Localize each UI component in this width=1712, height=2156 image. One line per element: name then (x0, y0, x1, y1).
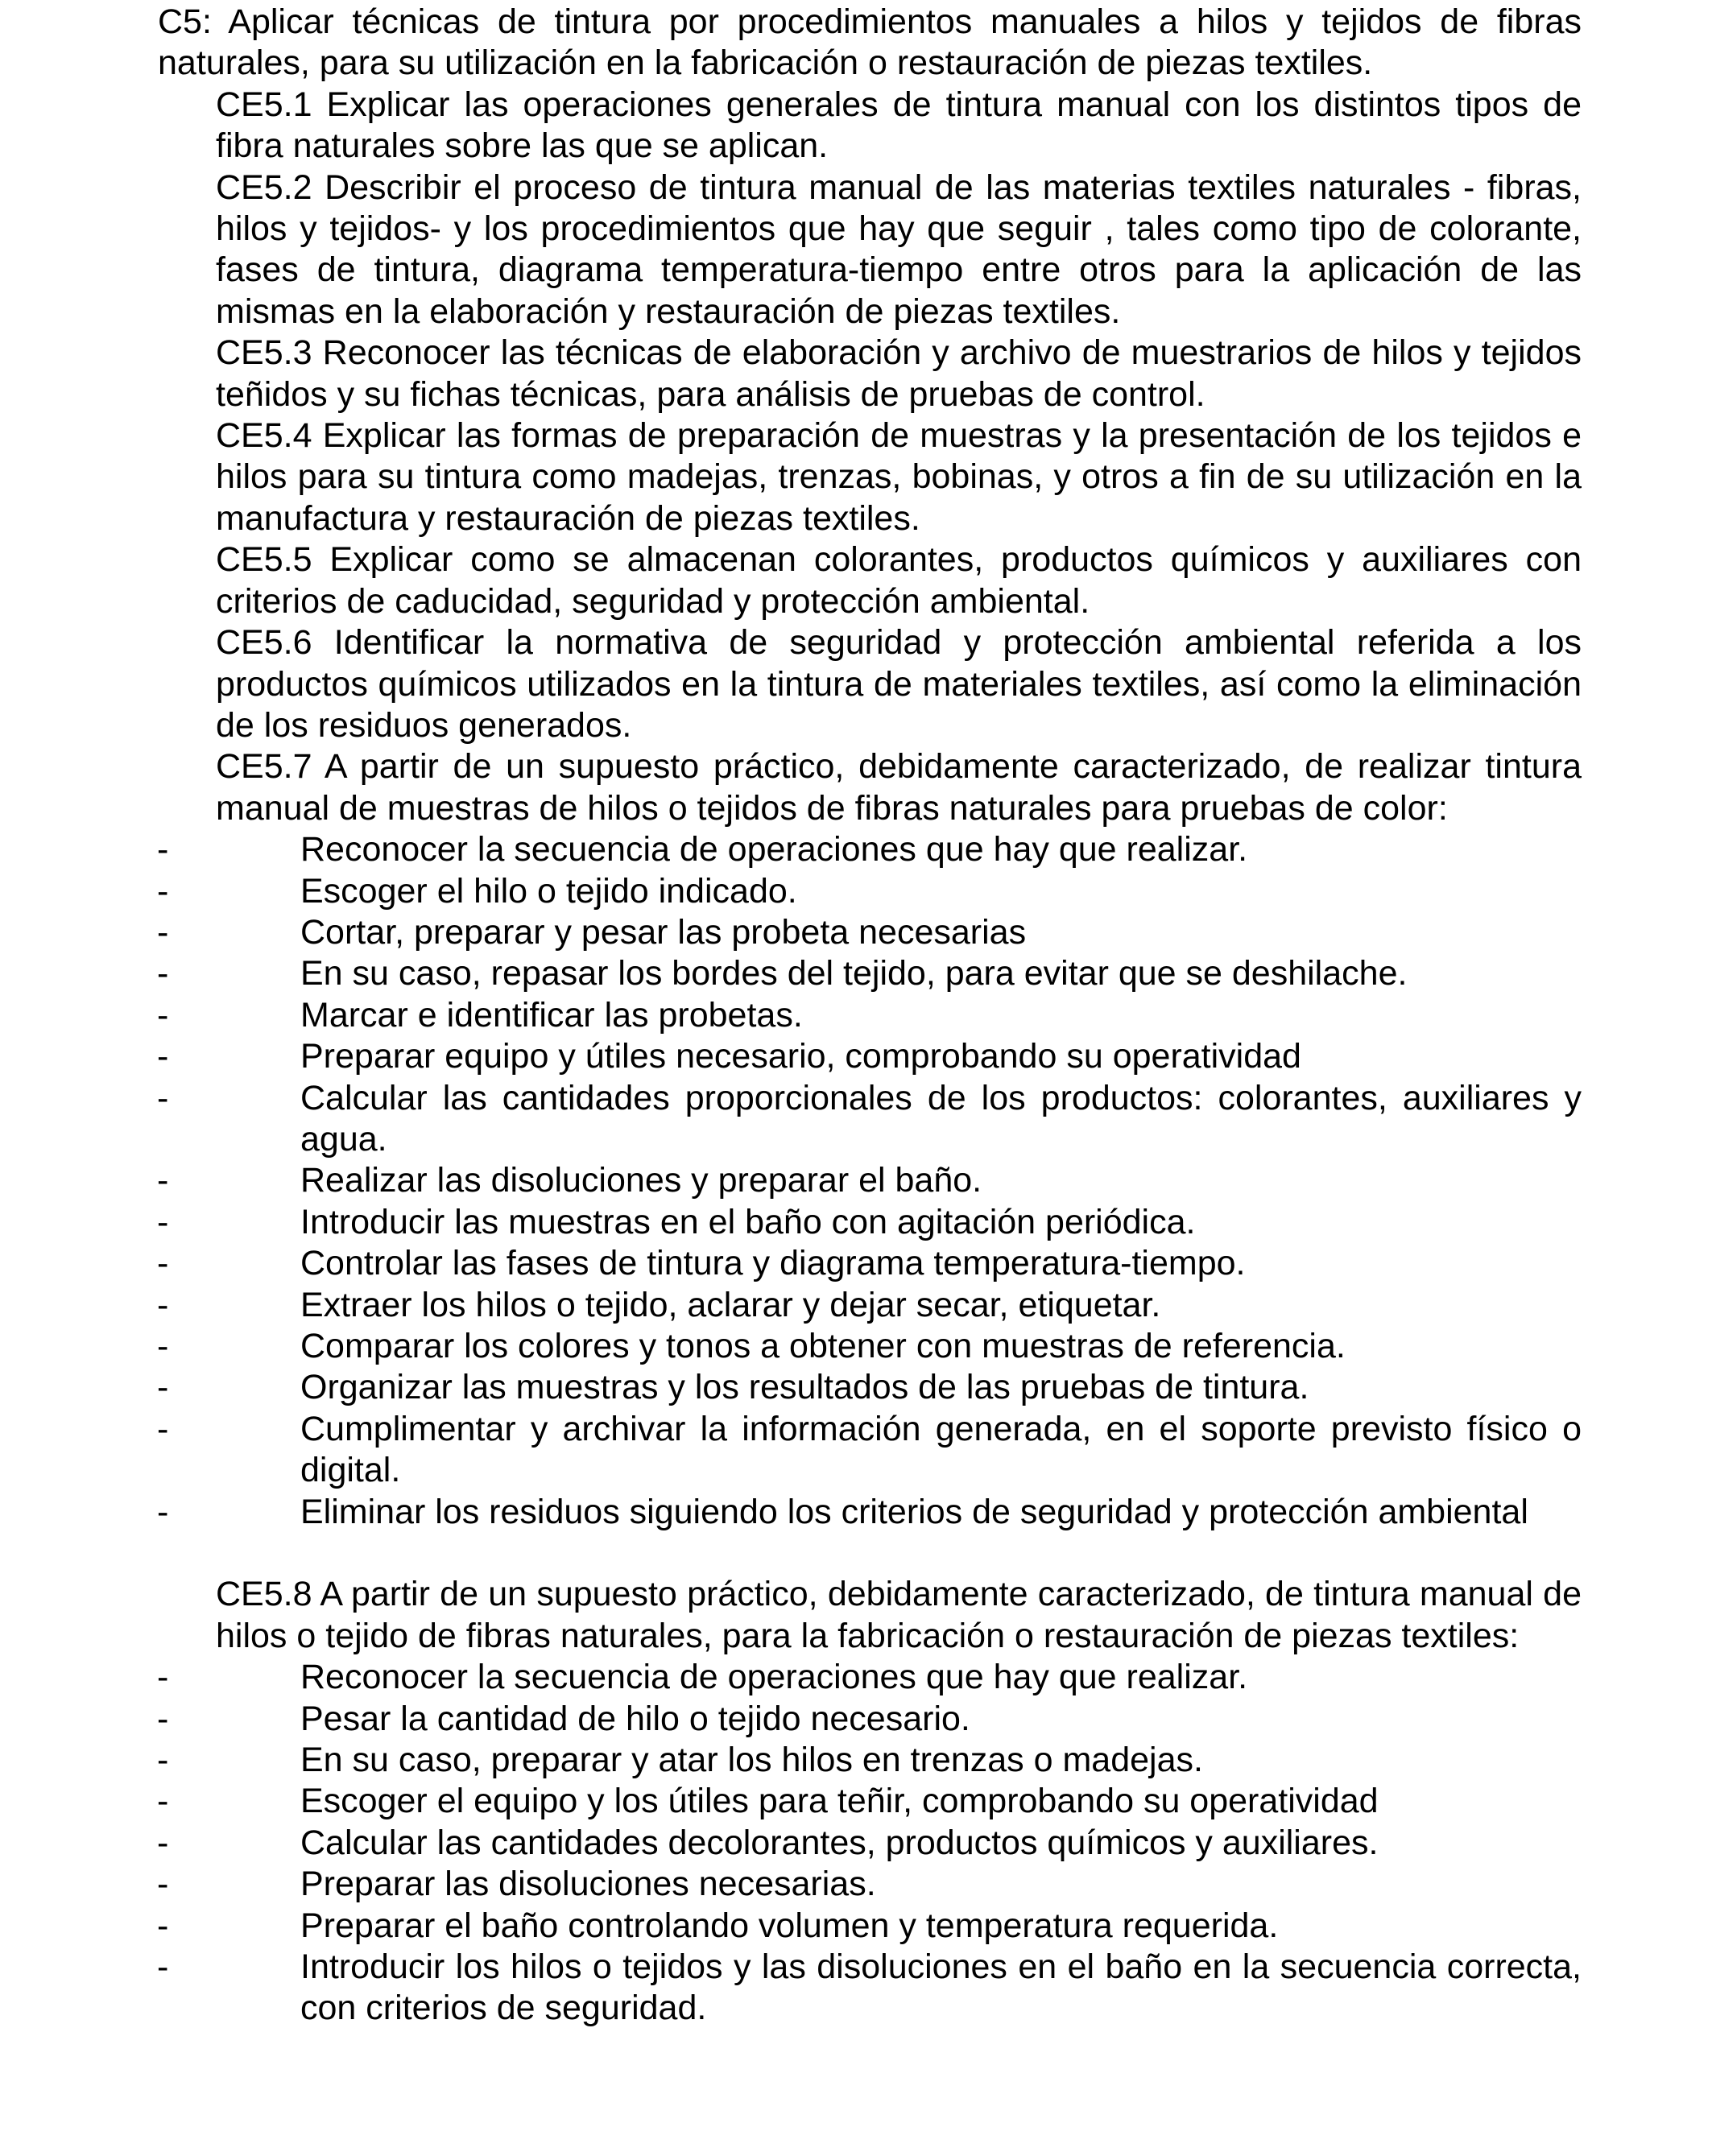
list-item-text: Escoger el equipo y los útiles para teñir, comprobando su operatividad (300, 1782, 1379, 1821)
dash-bullet: - (157, 912, 169, 952)
list-item-text: Cumplimentar y archivar la información generada, en el soporte previsto físico o digital. (300, 1409, 1582, 1490)
list-item (157, 1740, 1582, 1781)
list-item-text: Preparar el baño controlando volumen y temperatura requerida. (300, 1906, 1279, 1945)
criterion-ce5-6: CE5.6 Identificar la normativa de seguridad y protección ambiental referida a los productos químicos utilizados en la tintura de materiales textiles, así como la eliminación de los residuos generados. (216, 623, 1582, 745)
list-item (157, 995, 1582, 1036)
list-item (157, 1781, 1582, 1822)
list-item-text: Extraer los hilos o tejido, aclarar y dejar secar, etiquetar. (300, 1285, 1161, 1324)
list-item-text: Pesar la cantidad de hilo o tejido necesario. (300, 1699, 970, 1738)
list-item (157, 1367, 1582, 1408)
list-item-text: Cortar, preparar y pesar las probeta necesarias (300, 912, 1027, 952)
dash-bullet: - (157, 1202, 169, 1241)
dash-bullet: - (157, 1699, 169, 1738)
list-item (157, 1285, 1582, 1326)
list-item-text: En su caso, preparar y atar los hilos en trenzas o madejas. (300, 1741, 1203, 1780)
dash-bullet: - (157, 1741, 169, 1780)
list-item-text: Reconocer la secuencia de operaciones que hay que realizar. (300, 1658, 1248, 1697)
list-item-text: Reconocer la secuencia de operaciones que hay que realizar. (300, 830, 1248, 869)
dash-bullet: - (157, 1658, 169, 1697)
list-item-text: Realizar las disoluciones y preparar el baño. (300, 1161, 982, 1200)
list-item-text: Calcular las cantidades decolorantes, productos químicos y auxiliares. (300, 1823, 1379, 1862)
criterion-ce5-7: CE5.7 A partir de un supuesto práctico, debidamente caracterizado, de realizar tintura manual de muestras de hilos o tejidos de fibras naturales para pruebas de color: (216, 747, 1582, 828)
list-item (157, 1492, 1582, 1533)
criterion-ce5-1: CE5.1 Explicar las operaciones generales de tintura manual con los distintos tipos de fibra naturales sobre las que se aplican. (216, 85, 1582, 166)
dash-bullet: - (157, 1906, 169, 1945)
list-item-text: Introducir las muestras en el baño con agitación periódica. (300, 1202, 1196, 1241)
list-item-text: Eliminar los residuos siguiendo los criterios de seguridad y protección ambiental (300, 1492, 1528, 1531)
list-item (157, 1160, 1582, 1201)
criterion-ce5-8: CE5.8 A partir de un supuesto práctico, debidamente caracterizado, de tintura manual de hilos o tejido de fibras naturales, para la fabricación o restauración de piezas textiles: (216, 1575, 1582, 1655)
list-item (157, 1699, 1582, 1740)
criterion-ce5-2: CE5.2 Describir el proceso de tintura manual de las materias textiles naturales - fibras, hilos y tejidos- y los procedimientos que hay que seguir , tales como tipo de colorante, fases de tintura, diagrama temperatura-tiempo entre otros para la aplicación de las mismas en la elaboración y restauración de piezas textiles. (216, 167, 1582, 331)
list-item (157, 1823, 1582, 1864)
dash-bullet: - (157, 1492, 169, 1531)
list-item (157, 1657, 1582, 1698)
list-item (157, 1202, 1582, 1243)
list-item-text: Preparar equipo y útiles necesario, comprobando su operatividad (300, 1037, 1301, 1076)
list-item-text: Escoger el hilo o tejido indicado. (300, 871, 797, 911)
list-item-text: Marcar e identificar las probetas. (300, 995, 803, 1035)
dash-bullet: - (157, 1037, 169, 1076)
list-item-text: En su caso, repasar los bordes del tejido, para evitar que se deshilache. (300, 954, 1408, 993)
list-item (157, 1326, 1582, 1367)
list-item (157, 1864, 1582, 1905)
document-page (158, 2, 1582, 2030)
dash-bullet: - (157, 954, 169, 993)
dash-bullet: - (157, 1161, 169, 1200)
list-item (157, 871, 1582, 912)
dash-bullet: - (157, 1823, 169, 1862)
dash-bullet: - (157, 1368, 169, 1407)
list-item (157, 1078, 1582, 1161)
ce5-8-steps-list (157, 1657, 1582, 2030)
dash-bullet: - (157, 1078, 169, 1117)
list-item (157, 912, 1582, 953)
dash-bullet: - (157, 1782, 169, 1821)
dash-bullet: - (157, 830, 169, 869)
ce5-7-steps-list (157, 829, 1582, 1533)
dash-bullet: - (157, 995, 169, 1035)
list-item (157, 1243, 1582, 1284)
list-item-text: Preparar las disoluciones necesarias. (300, 1865, 876, 1904)
list-item-text: Controlar las fases de tintura y diagrama temperatura-tiempo. (300, 1244, 1246, 1283)
list-item (157, 1036, 1582, 1077)
dash-bullet: - (157, 1285, 169, 1324)
list-item (157, 953, 1582, 994)
dash-bullet: - (157, 1327, 169, 1365)
criterion-ce5-4: CE5.4 Explicar las formas de preparación de muestras y la presentación de los tejidos e hilos para su tintura como madejas, trenzas, bobinas, y otros a fin de su utilización en la manufactura y restauración de piezas textiles. (216, 416, 1582, 538)
list-item (157, 1409, 1582, 1492)
list-item-text: Organizar las muestras y los resultados de las pruebas de tintura. (300, 1368, 1309, 1407)
section-gap (158, 1533, 1582, 1574)
list-item-text: Calcular las cantidades proporcionales de los productos: colorantes, auxiliares y agua. (300, 1078, 1582, 1159)
list-item-text: Introducir los hilos o tejidos y las disoluciones en el baño en la secuencia correcta, con criterios de seguridad. (300, 1947, 1582, 2028)
dash-bullet: - (157, 1865, 169, 1904)
list-item (157, 829, 1582, 870)
dash-bullet: - (157, 1409, 169, 1448)
criterion-ce5-5: CE5.5 Explicar como se almacenan colorantes, productos químicos y auxiliares con criterios de caducidad, seguridad y protección ambiental. (216, 540, 1582, 621)
capacity-c5: C5: Aplicar técnicas de tintura por procedimientos manuales a hilos y tejidos de fibras naturales, para su utilización en la fabricación o restauración de piezas textiles. (158, 2, 1582, 83)
dash-bullet: - (157, 1244, 169, 1283)
dash-bullet: - (157, 871, 169, 911)
list-item-text: Comparar los colores y tonos a obtener con muestras de referencia. (300, 1327, 1346, 1365)
list-item (157, 1947, 1582, 2030)
list-item (157, 1906, 1582, 1947)
dash-bullet: - (157, 1947, 169, 1987)
criterion-ce5-3: CE5.3 Reconocer las técnicas de elaboración y archivo de muestrarios de hilos y tejidos teñidos y su fichas técnicas, para análisis de pruebas de control. (216, 333, 1582, 414)
